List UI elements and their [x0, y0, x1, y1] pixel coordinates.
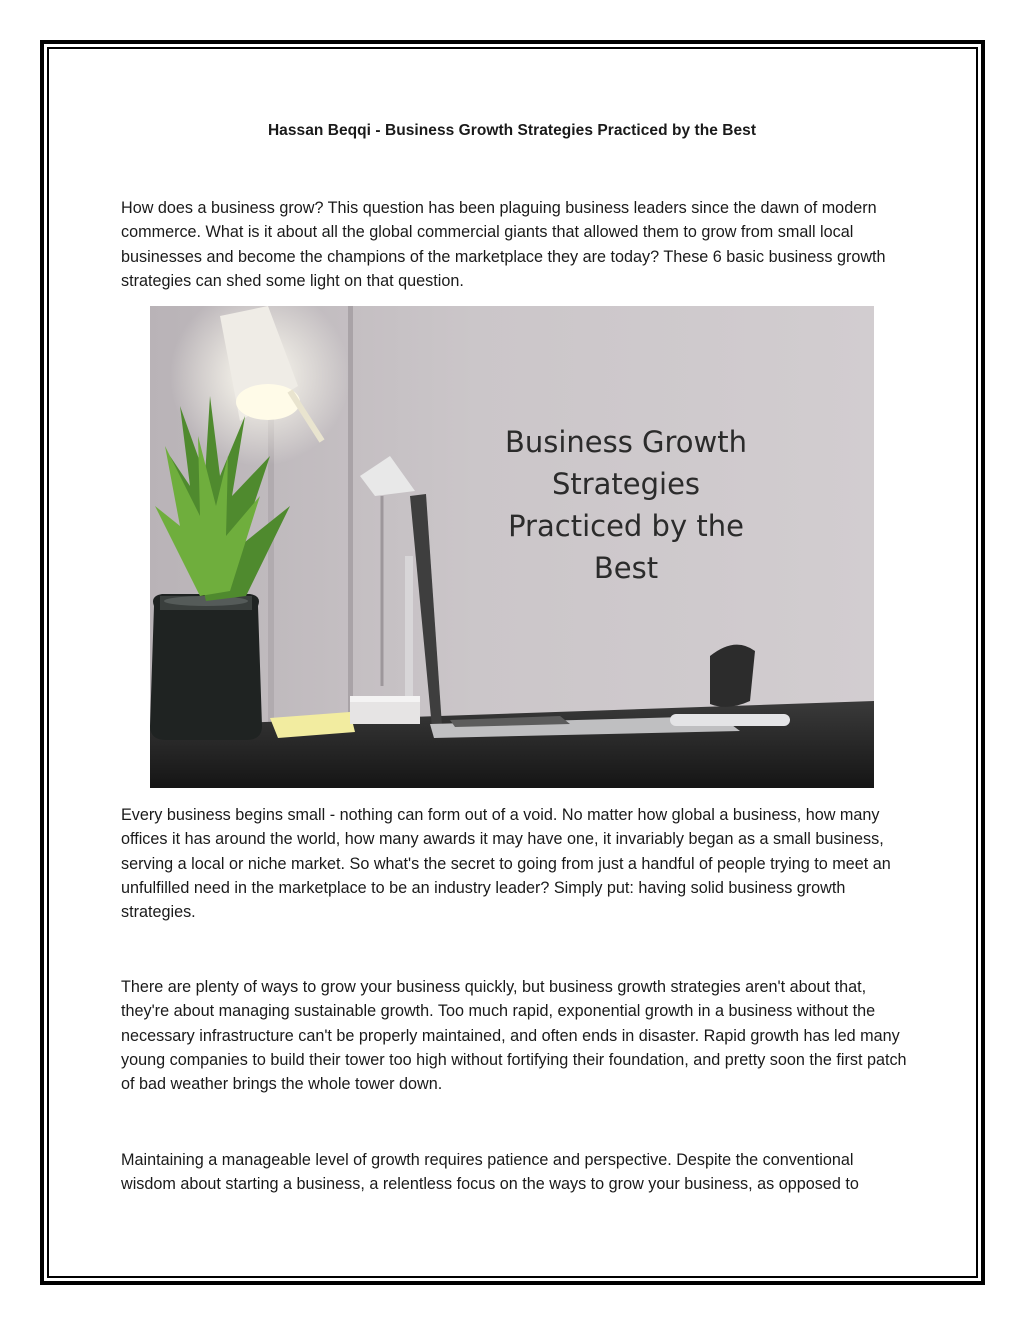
- hero-caption-line-2: Strategies: [551, 467, 701, 501]
- hero-caption-line-3: Practiced by the: [508, 509, 744, 543]
- document-title: Hassan Beqqi - Business Growth Strategies Practiced by the Best: [267, 122, 757, 139]
- paragraph-sustainable-growth: There are plenty of ways to grow your business quickly, but business growth strategies aren't about that, they're about managing sustainable growth. Too much rapid, exponential growth in a business without the necessary infrastructure can't be properly maintained, and often ends in disaster. Rapid growth has led many young companies to build their tower too high without fortifying their foundation, and pretty soon the first patch of bad weather brings the whole tower down.: [121, 978, 907, 1094]
- paragraph-intro: How does a business grow? This question has been plaguing business leaders since the dawn of modern commerce. What is it about all the global commercial giants that allowed them to grow from small local businesses and become the champions of the marketplace they are today? These 6 basic business growth strategies can shed some light on that question.: [121, 199, 886, 290]
- paragraph-manageable-growth: Maintaining a manageable level of growth requires patience and perspective. Despite the conventional wisdom about starting a business, a relentless focus on the ways to grow your business, as opposed to: [121, 1151, 859, 1194]
- hero-caption-line-4: Best: [593, 551, 659, 585]
- paragraph-every-business: Every business begins small - nothing can form out of a void. No matter how global a business, how many offices it has around the world, how many awards it may have one, it invariably began as a small business, serving a local or niche market. So what's the secret to going from just a handful of people trying to meet an unfulfilled need in the marketplace to be an industry leader? Simply put: having solid business growth strategies.: [121, 806, 891, 922]
- hero-caption-line-1: Business Growth: [504, 425, 748, 459]
- hero-image: [150, 306, 874, 788]
